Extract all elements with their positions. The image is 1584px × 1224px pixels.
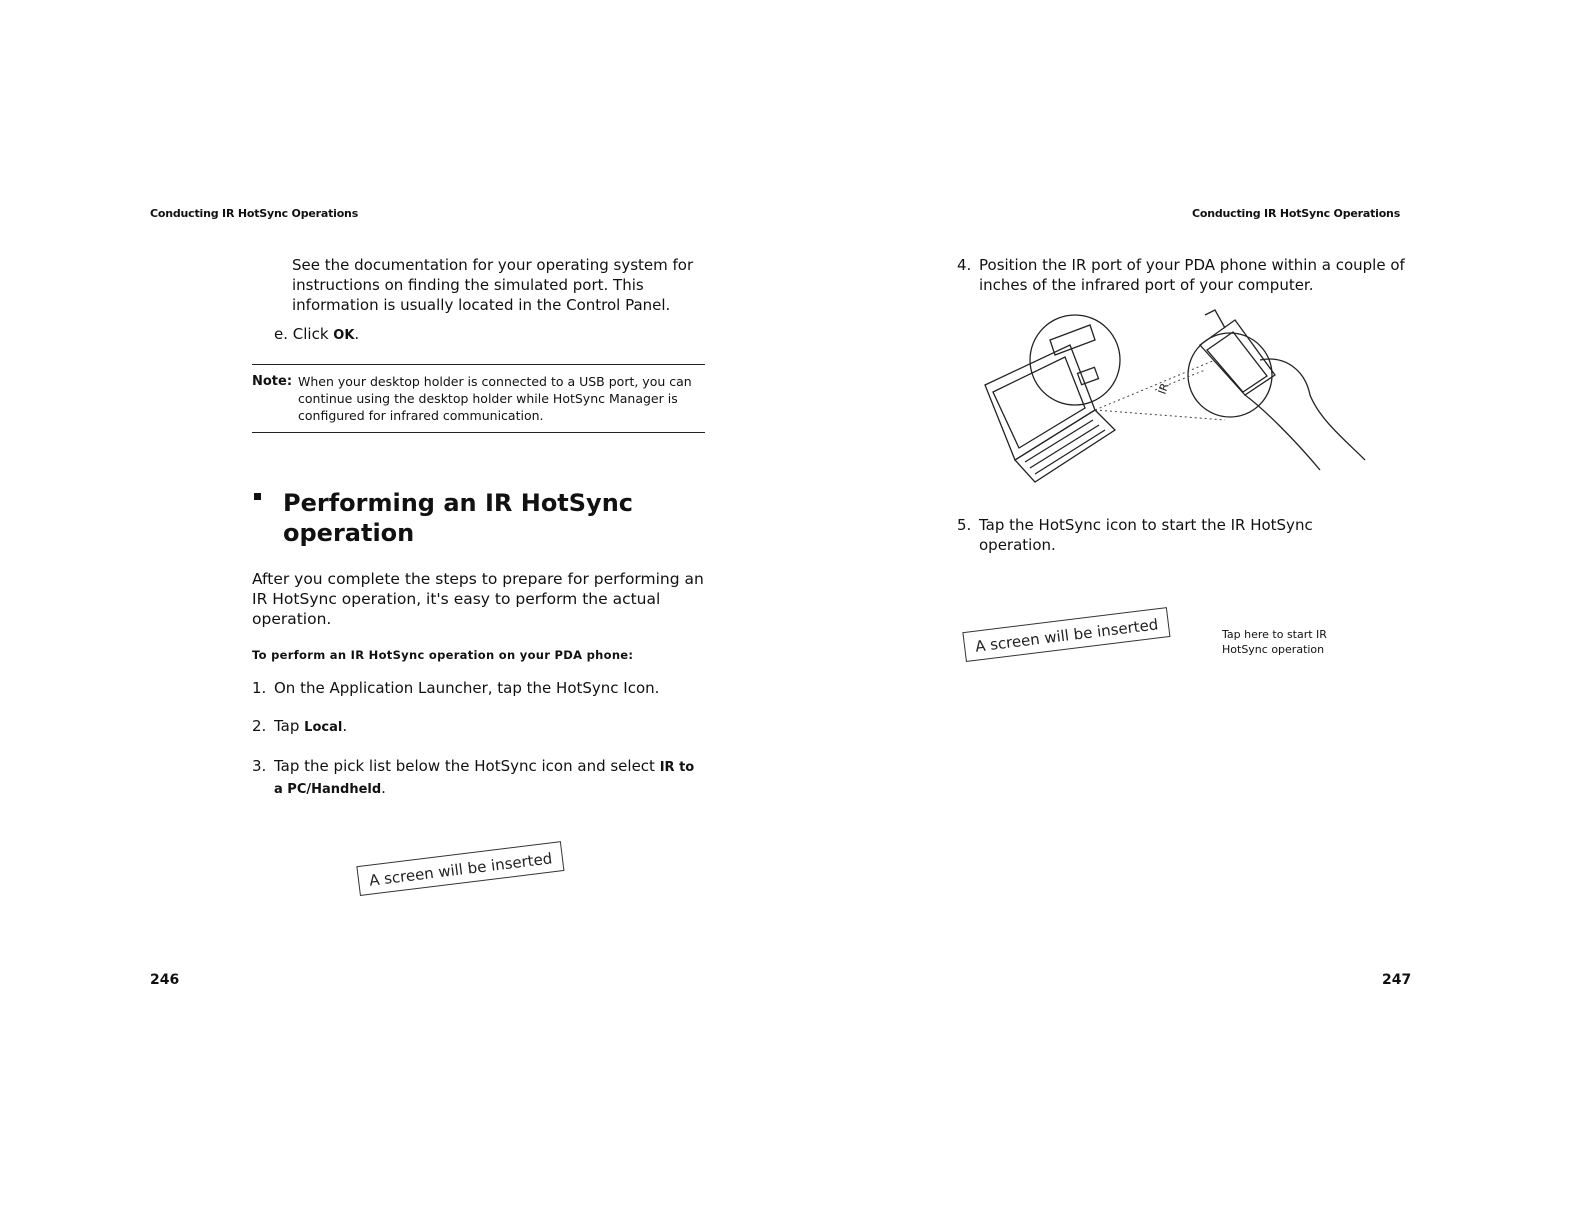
right-running-head: Conducting IR HotSync Operations — [1192, 207, 1401, 220]
note-bottom-rule — [252, 432, 705, 433]
step-number: 3. — [252, 757, 267, 775]
section-intro: After you complete the steps to prepare for performing an IR HotSync operation, it's easy to perform the actual operation. — [252, 570, 704, 628]
step-number: 4. — [957, 256, 972, 274]
step-text-plain: Tap — [274, 717, 305, 735]
zoom-circle-icon — [1030, 315, 1120, 405]
step-e — [274, 324, 359, 346]
step-text — [274, 756, 706, 800]
step-text: Tap the HotSync icon to start the IR HotSync operation. — [979, 516, 1313, 554]
step-text-bold: IR to a PC/Handheld — [274, 760, 695, 797]
note-top-rule — [252, 364, 705, 365]
note-block — [252, 373, 707, 424]
note-text — [252, 373, 707, 424]
screen-placeholder-right: A screen will be inserted — [962, 607, 1170, 662]
step-number: 1. — [252, 679, 267, 697]
step-text — [274, 716, 347, 738]
step-text-suffix: . — [342, 717, 348, 735]
step-text-suffix: . — [381, 779, 386, 797]
laptop-screen-icon — [985, 345, 1095, 460]
ir-alignment-illustration — [975, 300, 1375, 490]
procedure-title: To perform an IR HotSync operation on your PDA phone: — [252, 648, 634, 662]
pda-phone-icon — [1200, 320, 1275, 395]
step-5 — [957, 515, 1417, 559]
step-e-prefix: e. Click — [274, 325, 334, 343]
note-text-content: When your desktop holder is connected to a USB port, you can continue using the desktop holder while HotSync Manager is configured for infrared communication. — [298, 374, 692, 423]
heading-bullet — [254, 493, 261, 500]
note-label: Note: — [252, 374, 293, 389]
left-page-number: 246 — [150, 972, 180, 988]
left-running-head: Conducting IR HotSync Operations — [150, 207, 359, 220]
screen-placeholder-left: A screen will be inserted — [356, 841, 564, 896]
step-e-suffix: . — [354, 325, 360, 343]
step-2 — [252, 716, 712, 738]
step-4 — [957, 255, 1417, 299]
svg-text:IR: IR — [1155, 381, 1172, 397]
step-text-bold: Local — [304, 720, 343, 735]
step-text: On the Application Launcher, tap the HotSync Icon. — [274, 679, 660, 697]
step-3 — [252, 756, 712, 800]
right-page-number: 247 — [1382, 972, 1412, 988]
intro-paragraph: See the documentation for your operating system for instructions on finding the simulated port. This information is usually located in the Control Panel. — [292, 256, 694, 314]
step-e-ok: OK — [333, 328, 355, 343]
section-heading: Performing an IR HotSync operation — [283, 489, 634, 547]
callout-caption: Tap here to start IR HotSync operation — [1222, 628, 1327, 656]
step-number: 2. — [252, 717, 267, 735]
step-number: 5. — [957, 516, 972, 534]
step-text-plain: Tap the pick list below the HotSync icon and select — [274, 757, 660, 775]
step-text: Position the IR port of your PDA phone within a couple of inches of the infrared port of your computer. — [979, 256, 1405, 294]
step-1 — [252, 678, 712, 700]
hand-icon — [1260, 359, 1365, 460]
